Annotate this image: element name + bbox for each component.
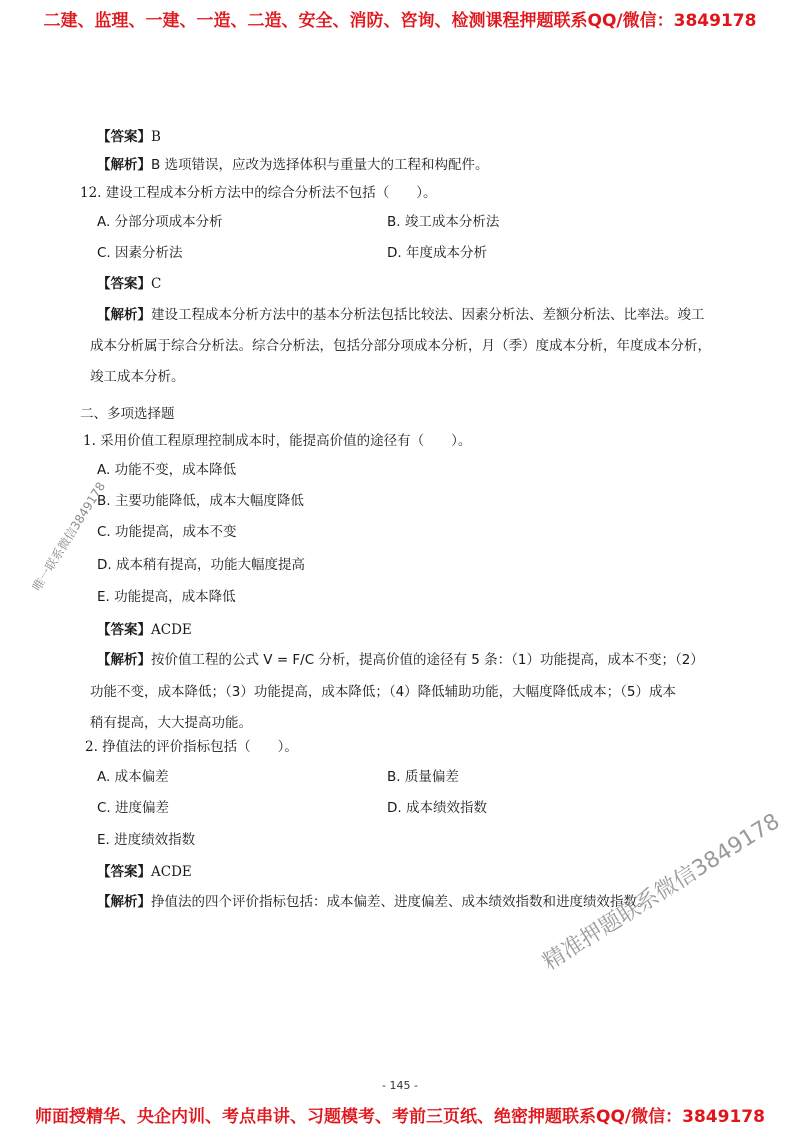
q11-analysis [97, 156, 489, 174]
m2-stem: 2. 挣值法的评价指标包括（ ）。 [85, 739, 298, 755]
watermark-left: 唯一联系微信3849178 [29, 479, 109, 594]
answer-value: B [151, 129, 161, 145]
m1-analysis-line2: 功能不变，成本降低；（3）功能提高，成本降低；（4）降低辅助功能，大幅度降低成本；（5）成本 [90, 684, 677, 700]
m1-option-a: A. 功能不变，成本降低 [97, 462, 237, 478]
analysis-text: B 选项错误，应改为选择体积与重量大的工程和构配件。 [151, 157, 489, 173]
m2-option-c: C. 进度偏差 [97, 800, 170, 816]
footer-banner: 师面授精华、央企内训、考点串讲、习题模考、考前三页纸、绝密押题联系QQ/微信：3849178 [35, 1107, 765, 1127]
watermark-right: 精准押题联系微信3849178 [538, 809, 785, 976]
answer-value: ACDE [151, 622, 192, 638]
q12-option-c: C. 因素分析法 [97, 245, 183, 261]
page-number: - 145 - [382, 1079, 418, 1092]
answer-label: 【答案】 [97, 276, 151, 292]
q12-analysis-line1 [97, 306, 705, 324]
m1-analysis-line1 [97, 651, 704, 669]
m1-stem: 1. 采用价值工程原理控制成本时，能提高价值的途径有（ ）。 [83, 433, 472, 449]
answer-label: 【答案】 [97, 864, 151, 880]
answer-label: 【答案】 [97, 622, 151, 638]
m2-option-d: D. 成本绩效指数 [387, 800, 487, 816]
analysis-text: 按价值工程的公式 V = F/C 分析，提高价值的途径有 5 条：（1）功能提高，成本不变；（2） [151, 652, 704, 668]
q12-option-d: D. 年度成本分析 [387, 245, 487, 261]
m2-analysis [97, 893, 651, 911]
section-title: 二、多项选择题 [80, 406, 175, 422]
analysis-text: 建设工程成本分析方法中的基本分析法包括比较法、因素分析法、差额分析法、比率法。竣工 [151, 307, 705, 323]
m2-option-b: B. 质量偏差 [387, 769, 459, 785]
header-banner: 二建、监理、一建、一造、二造、安全、消防、咨询、检测课程押题联系QQ/微信：3849178 [43, 11, 757, 31]
analysis-label: 【解析】 [97, 652, 151, 668]
q12-stem: 12. 建设工程成本分析方法中的综合分析法不包括（ ）。 [80, 185, 437, 201]
m2-answer [97, 863, 192, 881]
m1-analysis-line3: 稍有提高，大大提高功能。 [90, 715, 252, 731]
answer-label: 【答案】 [97, 129, 151, 145]
q12-option-b: B. 竣工成本分析法 [387, 214, 500, 230]
m1-option-e: E. 功能提高，成本降低 [97, 589, 236, 605]
analysis-text: 挣值法的四个评价指标包括：成本偏差、进度偏差、成本绩效指数和进度绩效指数。 [151, 894, 651, 910]
m1-option-c: C. 功能提高，成本不变 [97, 524, 237, 540]
m1-option-d: D. 成本稍有提高，功能大幅度提高 [97, 557, 305, 573]
m2-option-e: E. 进度绩效指数 [97, 832, 196, 848]
m2-option-a: A. 成本偏差 [97, 769, 169, 785]
m1-option-b: B. 主要功能降低，成本大幅度降低 [97, 493, 304, 509]
q12-analysis-line2: 成本分析属于综合分析法。综合分析法，包括分部分项成本分析，月（季）度成本分析，年度成本分析， [90, 338, 711, 354]
q12-analysis-line3: 竣工成本分析。 [90, 369, 185, 385]
q12-answer [97, 275, 161, 293]
analysis-label: 【解析】 [97, 894, 151, 910]
analysis-label: 【解析】 [97, 157, 151, 173]
q12-option-a: A. 分部分项成本分析 [97, 214, 223, 230]
answer-value: ACDE [151, 864, 192, 880]
m1-answer [97, 621, 192, 639]
q11-answer [97, 128, 161, 146]
answer-value: C [151, 276, 162, 292]
analysis-label: 【解析】 [97, 307, 151, 323]
